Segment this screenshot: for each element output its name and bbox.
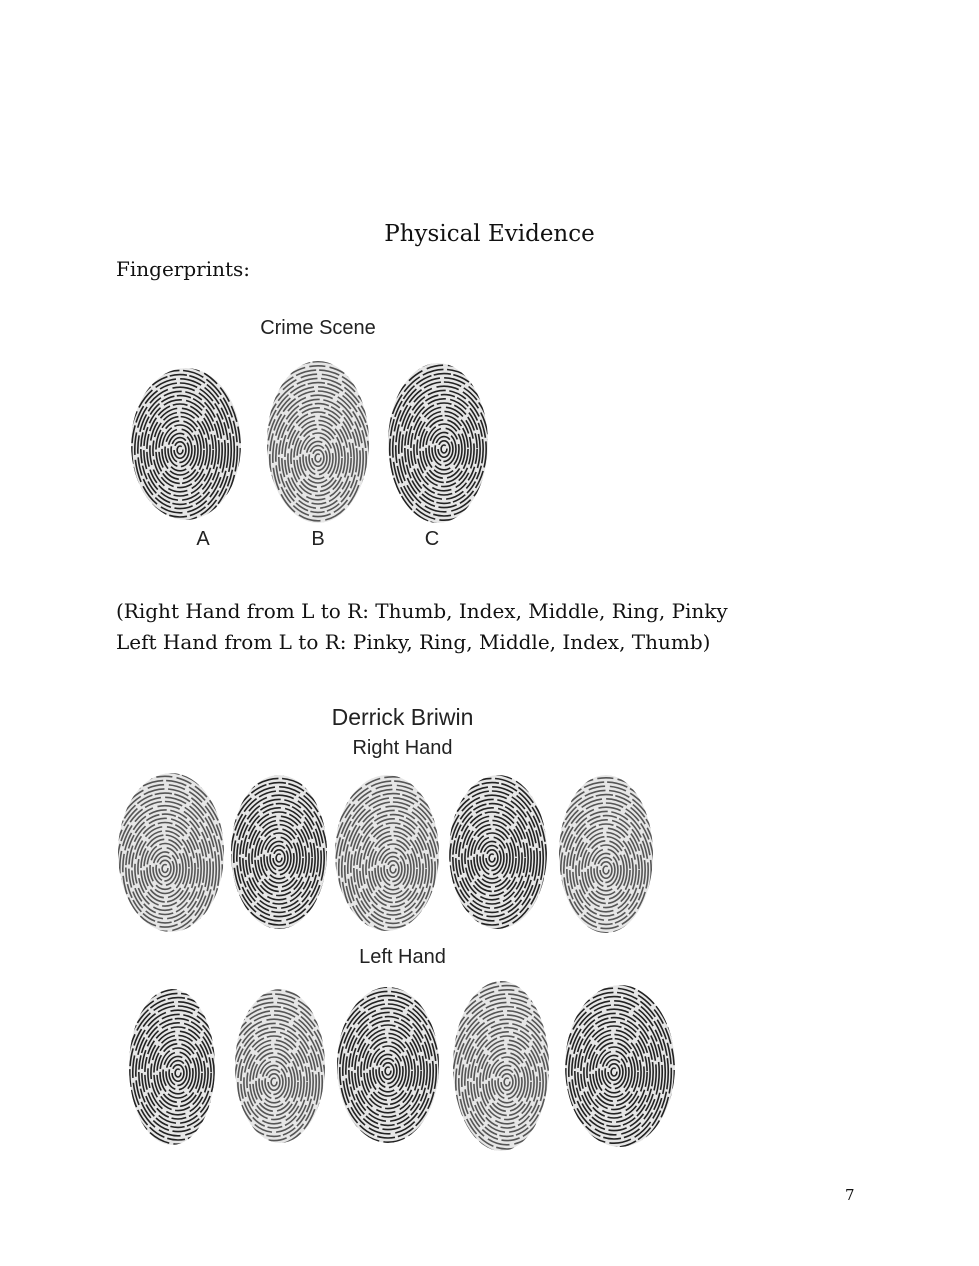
- print-letter-b: B: [311, 528, 325, 550]
- right-pinky-print: [556, 772, 656, 936]
- crime-scene-caption: Crime Scene: [260, 317, 376, 339]
- left-ring-print: [232, 986, 328, 1146]
- left-index-print: [450, 978, 552, 1154]
- fingerprint-image-a: [128, 365, 244, 523]
- hand-order-note-line-1: (Right Hand from L to R: Thumb, Index, Middle, Ring, Pinky: [116, 599, 728, 623]
- left-hand-label: Left Hand: [359, 946, 446, 968]
- print-letter-c: C: [424, 528, 440, 550]
- left-thumb-print: [562, 982, 678, 1150]
- left-middle-print: [334, 984, 442, 1146]
- right-middle-print: [332, 772, 442, 934]
- fingerprint-image-b: [264, 358, 372, 526]
- suspect-name: Derrick Briwin: [331, 704, 474, 730]
- hand-order-note-line-2: Left Hand from L to R: Pinky, Ring, Middle, Index, Thumb): [116, 630, 711, 654]
- print-letter-a: A: [196, 528, 210, 550]
- right-index-print: [228, 772, 330, 932]
- section-label: Fingerprints:: [116, 257, 251, 281]
- right-thumb-print: [115, 770, 227, 935]
- fingerprint-image-c: [385, 360, 491, 526]
- right-ring-print: [446, 772, 550, 932]
- right-hand-label: Right Hand: [352, 737, 453, 759]
- page-title: Physical Evidence: [384, 221, 595, 247]
- left-pinky-print: [126, 986, 218, 1148]
- page-number: 7: [845, 1186, 855, 1204]
